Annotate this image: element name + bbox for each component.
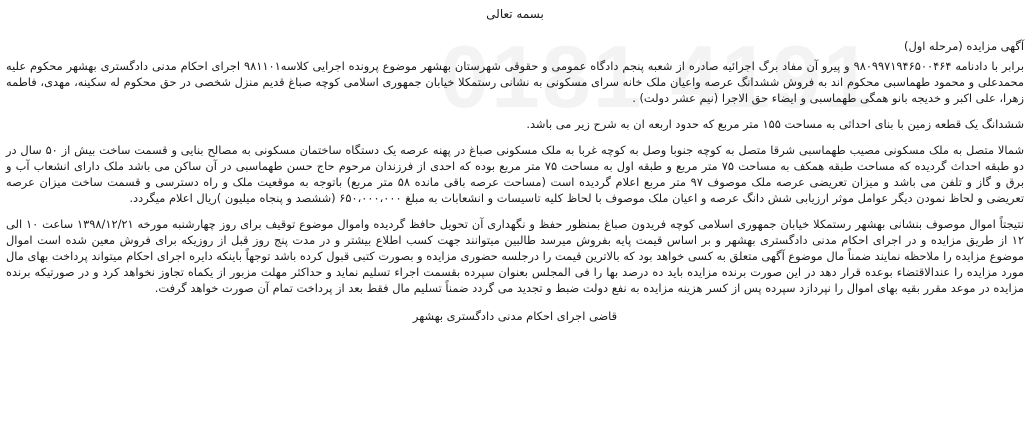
document [6, 6, 1024, 324]
paragraph-case-details: برابر با دادنامه ۹۸۰۹۹۷۱۹۴۶۵۰۰۴۶۴ و پیرو آن مفاد برگ اجرائیه صادره از شعبه پنجم دادگاه عمومی و حقوقی شهرستان بهشهر موضوع پرونده اجرایی کلاسه۹۸۱۱۰۱ اجرای احکام مدنی دادگستری بهشهر محکوم علیه محمدعلی و محمود طهماسبی محکوم اند به فروش ششدانگ عرصه واعیان ملک خانه سرای مسکونی به نشانی رستمکلا خیابان جمهوری اسلامی کوچه صباغ قدیم منزل شخصی در حق محکوم له سکینه، مهدی، فاطمه زهرا، علی اکبر و خدیجه بانو همگی طهماسبی و ایضاء حق الاجرا (نیم عشر دولت) . [6, 59, 1025, 105]
signature: قاضی اجرای احکام مدنی دادگستری بهشهر [412, 309, 618, 323]
paragraph-property-description: شمالا متصل به ملک مسکونی مصیب طهماسبی شرقا متصل به کوچه جنوبا وصل به کوچه غربا به ملک مسکونی صباغ در پهنه عرصه یک دستگاه ساختمان مسکونی به مصالح بنایی و قسمت ساخت بیش از ۵۰ سال در دو طبقه احداث گردیده که مساحت طبقه همکف به مساحت ۷۵ متر مربع و طبقه اول به مساحت ۷۵ متر مربع بوده که احدی از فرزندان مرحوم حاج حسن طهماسبی در آن ساکن می باشد ملک دارای انشعاب آب و برق و گاز و تلفن می باشد و میزان تعریضی عرصه ملک موصوف ۹۷ متر مربع اعلام گردیده است (مساحت عرصه باقی مانده ۵۸ متر مربع) باتوجه به موقعیت ملک و راه دسترسی و قسمت ساخت میزان عرصه تعریضی و لحاظ نمودن دیگر عوامل موثر ارزیابی شش دانگ عرصه و اعیان ملک موصوف با لحاظ کلیه تاسیسات و انشعابات به مبلغ ۶۵۰،۰۰۰،۰۰۰ (ششصد و پنجاه میلیون )ریال اعلام میگردد. [6, 143, 1025, 205]
paragraph-auction-terms: نتیجتاً اموال موصوف بنشانی بهشهر رستمکلا خیابان جمهوری اسلامی کوچه فریدون صباغ بمنظور حفظ و نگهداری آن تحویل حافظ گردیده واموال موضوع توقیف برای روز چهارشنبه مورخه ۱۳۹۸/۱۲/۲۱ ساعت ۱۰ الی ۱۲ از طریق مزایده و در اجرای احکام مدنی دادگستری بهشهر و بر اساس قیمت پایه بفروش میرسد طالبین میتوانند جهت کسب اطلاع بیشتر و در مدت پنج روز قبل از روزیکه برای فروش معین شده است اموال موضوع مزایده را ملاحظه نمایند ضمناً مال موضوع آگهی متعلق به کسی خواهد بود که بالاترین قیمت را درجلسه حضوری مزایده و بصورت کتبی قبول کرده باشد توجهاً باینکه دایره اجرای احکام میتواند پرداخت بهای مال مورد مزایده را عندالاقتضاء بوعده قرار دهد در این صورت برنده مزایده باید ده درصد بها را فی المجلس بعنوان سپرده بقسمت اجراء تسلیم نماید و حداکثر مهلت مزبور از یکماه تجاوز نخواهد کرد و در صورتیکه برنده مزایده در موعد مقرر بقیه بهای اموال را نپردازد سپرده پس از کسر هزینه مزایده به نفع دولت ضبط و تجدید می گردد ضمناً تسلیم مال فقط بعد از پرداخت تمام آن صورت خواهد گرفت. [6, 217, 1024, 295]
paragraph-property-summary: ششدانگ یک قطعه زمین با بنای احداثی به مساحت ۱۵۵ متر مربع که حدود اربعه ان به شرح زیر می باشد. [526, 117, 1024, 131]
document-subtitle: آگهی مزایده (مرحله اول) [904, 39, 1024, 53]
document-title: بسمه تعالی [486, 7, 544, 21]
